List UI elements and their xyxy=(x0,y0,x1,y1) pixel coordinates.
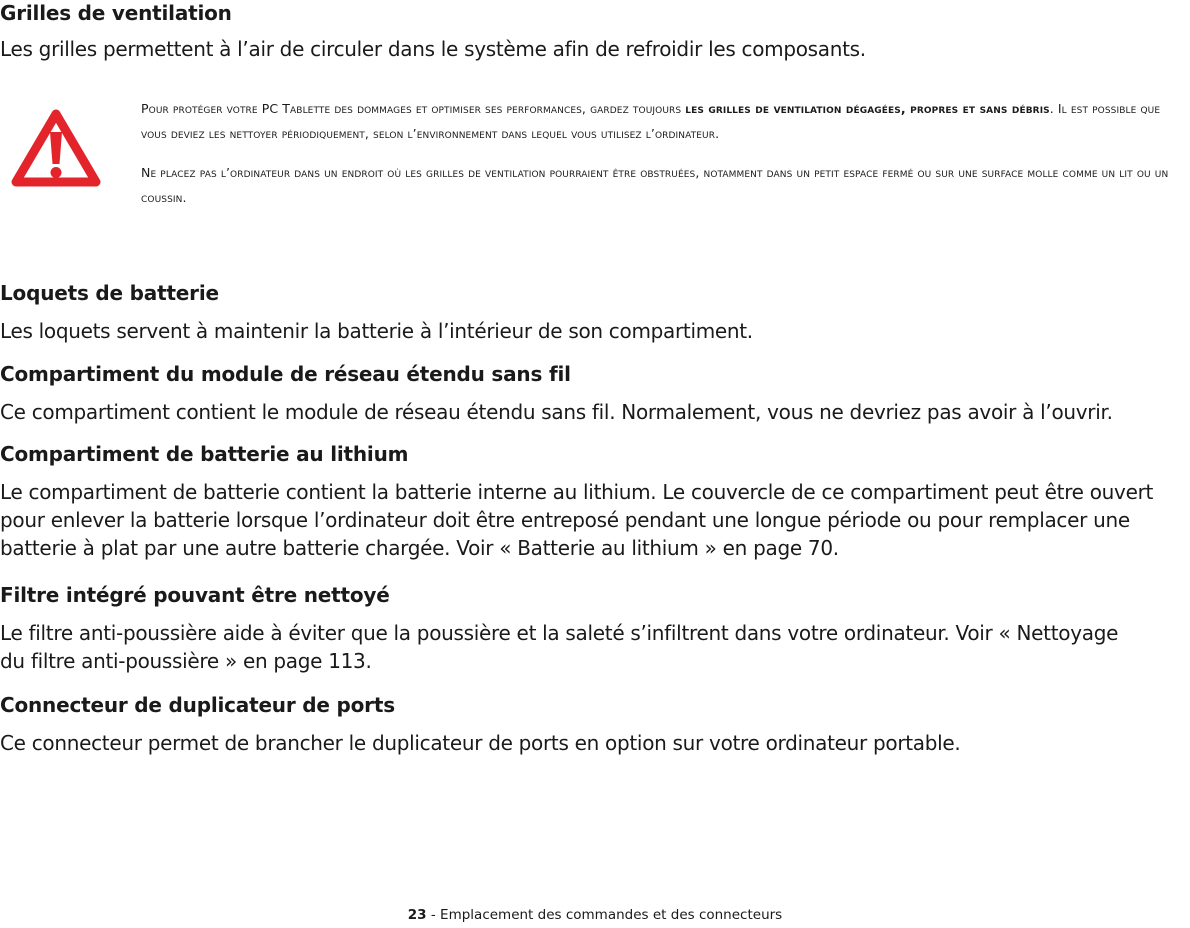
section-wwan xyxy=(0,361,1190,426)
page-number: 23 xyxy=(407,907,427,923)
section-body-line: Le filtre anti-poussière aide à éviter que la poussière et la saleté s’infiltrent dans votre ordinateur. Voir « Nettoyage xyxy=(0,621,1119,645)
section-heading: Grilles de ventilation xyxy=(0,1,232,25)
section-body: Ce connecteur permet de brancher le duplicateur de ports en option sur votre ordinateur portable. xyxy=(0,731,961,755)
section-body-line: du filtre anti-poussière » en page 113. xyxy=(0,649,372,673)
warning-emphasis: les grilles de ventilation dégagées, propres et sans débris xyxy=(685,101,1050,116)
section-body-line: Le compartiment de batterie contient la batterie interne au lithium. Le couvercle de ce compartiment peut être ouvert xyxy=(0,480,1154,504)
warning-paragraph-1: Pour protéger votre PC Tablette des dommages et optimiser ses performances, gardez toujours les grilles de ventilation dégagées, propres et sans débris. Il est possible que vous deviez les nettoyer périodiquement, selon l’environnement dans lequel vous utilisez l’ordinateur. xyxy=(141,101,1161,141)
section-body: Les grilles permettent à l’air de circuler dans le système afin de refroidir les composants. xyxy=(0,37,866,61)
section-port-replicator xyxy=(0,692,1190,757)
footer-separator: - xyxy=(426,907,441,923)
section-filter xyxy=(0,582,1190,675)
page-footer xyxy=(0,907,1190,923)
section-heading: Compartiment du module de réseau étendu sans fil xyxy=(0,362,571,386)
warning-triangle-icon xyxy=(10,108,102,190)
footer-title: Emplacement des commandes et des connecteurs xyxy=(440,907,783,923)
section-body-line: batterie à plat par une autre batterie chargée. Voir « Batterie au lithium » en page 70. xyxy=(0,536,839,560)
warning-text xyxy=(141,88,1181,210)
warning-box xyxy=(0,88,1190,248)
section-body-line: pour enlever la batterie lorsque l’ordinateur doit être entreposé pendant une longue période ou pour remplacer une xyxy=(0,508,1130,532)
section-body: Les loquets servent à maintenir la batterie à l’intérieur de son compartiment. xyxy=(0,319,753,343)
section-latches xyxy=(0,280,1190,345)
section-heading: Compartiment de batterie au lithium xyxy=(0,442,409,466)
warning-paragraph-2: Ne placez pas l’ordinateur dans un endroit où les grilles de ventilation pourraient être obstruées, notamment dans un petit espace fermé ou sur une surface molle comme un lit ou un coussin. xyxy=(141,165,1169,205)
section-heading: Connecteur de duplicateur de ports xyxy=(0,693,395,717)
section-heading: Loquets de batterie xyxy=(0,281,219,305)
section-body: Ce compartiment contient le module de réseau étendu sans fil. Normalement, vous ne devriez pas avoir à l’ouvrir. xyxy=(0,400,1113,424)
section-ventilation xyxy=(0,0,1190,63)
section-lithium xyxy=(0,441,1190,562)
section-heading: Filtre intégré pouvant être nettoyé xyxy=(0,583,390,607)
